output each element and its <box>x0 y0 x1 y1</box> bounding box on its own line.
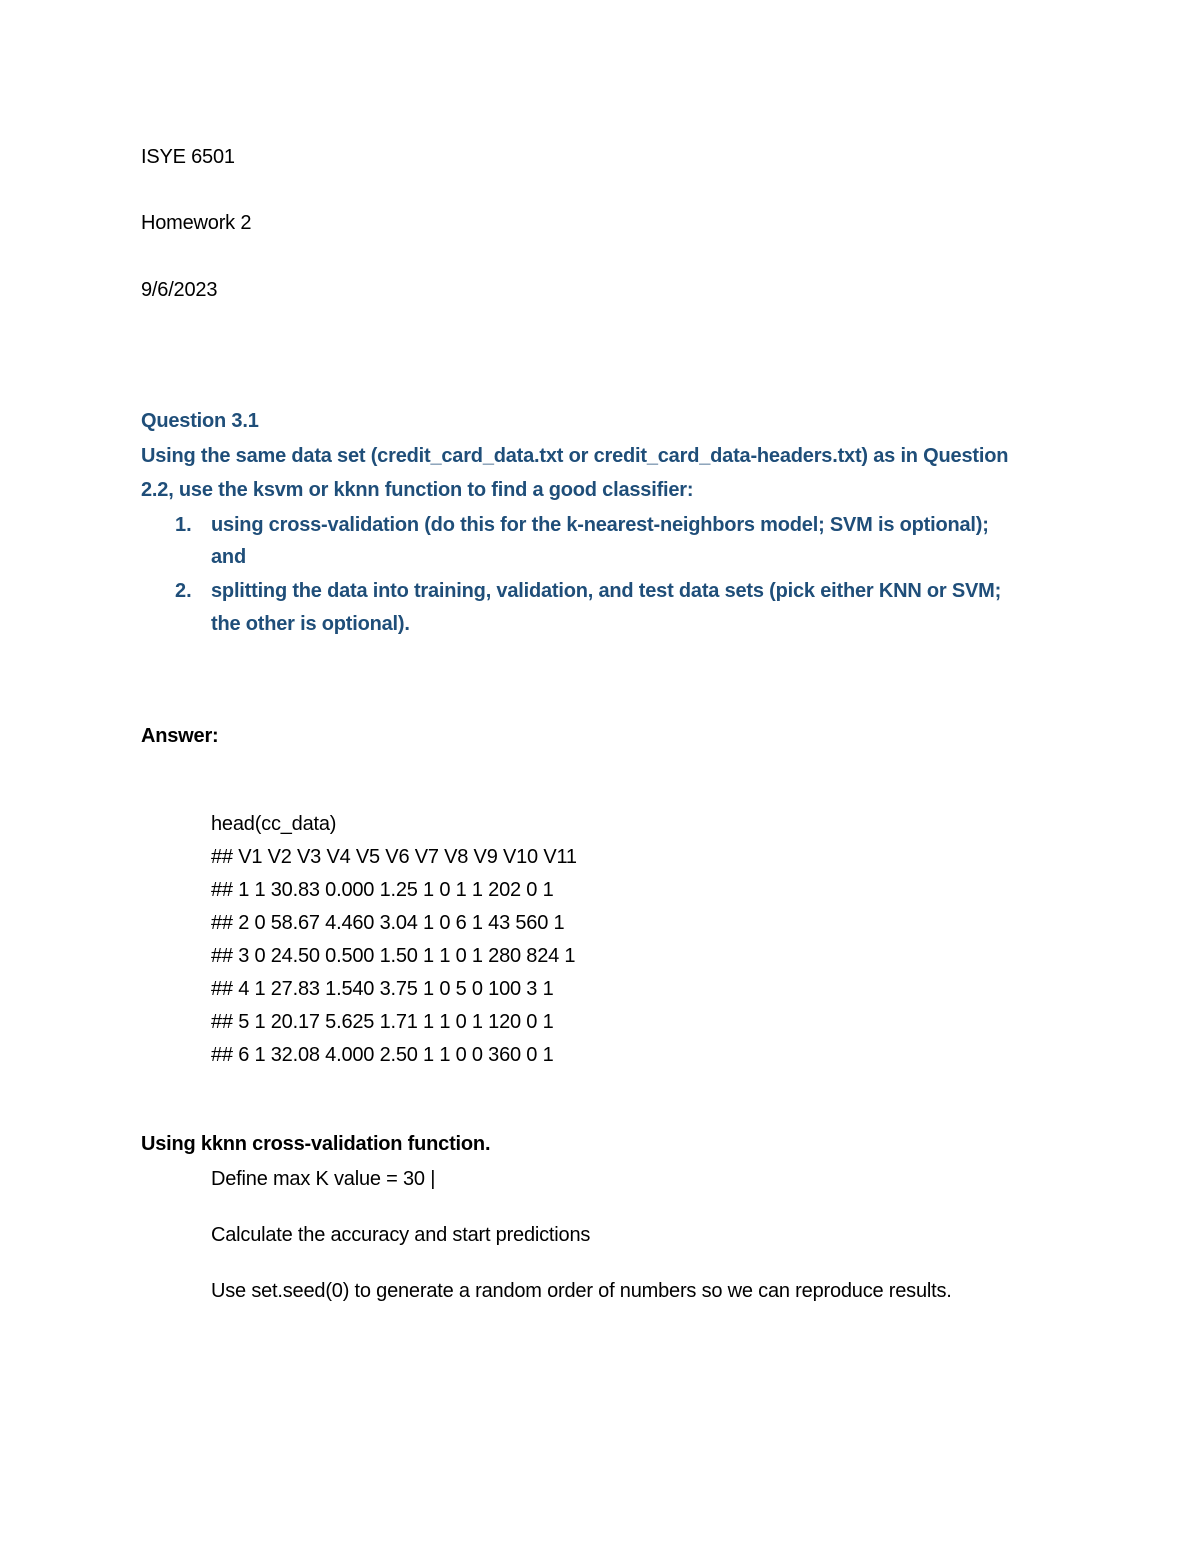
kknn-section-heading: Using kknn cross-validation function. <box>141 1133 491 1155</box>
max-k-line: Define max K value = 30 | <box>211 1168 436 1190</box>
question-prompt-line-1: Using the same data set (credit_card_data.txt or credit_card_data-headers.txt) as in Question <box>141 445 1009 467</box>
code-line: ## 1 1 30.83 0.000 1.25 1 0 1 1 202 0 1 <box>211 879 554 901</box>
list-item-number: 2. <box>175 580 192 602</box>
list-item-text-line-2: and <box>211 546 246 568</box>
code-line: ## 6 1 32.08 4.000 2.50 1 1 0 0 360 0 1 <box>211 1044 554 1066</box>
answer-label: Answer: <box>141 725 219 747</box>
list-item-text-line-1: using cross-validation (do this for the k-nearest-neighbors model; SVM is optional); <box>211 514 989 536</box>
seed-line: Use set.seed(0) to generate a random order of numbers so we can reproduce results. <box>211 1280 952 1302</box>
code-line: ## 2 0 58.67 4.460 3.04 1 0 6 1 43 560 1 <box>211 912 565 934</box>
question-prompt-line-2: 2.2, use the ksvm or kknn function to find a good classifier: <box>141 479 694 501</box>
list-item-text-line-1: splitting the data into training, validation, and test data sets (pick either KNN or SVM; <box>211 580 1002 602</box>
question-title: Question 3.1 <box>141 410 259 432</box>
document-date: 9/6/2023 <box>141 279 218 301</box>
assignment-title: Homework 2 <box>141 212 252 234</box>
list-item-number: 1. <box>175 514 192 536</box>
course-title: ISYE 6501 <box>141 146 235 168</box>
code-line: ## 5 1 20.17 5.625 1.71 1 1 0 1 120 0 1 <box>211 1011 554 1033</box>
code-line: ## V1 V2 V3 V4 V5 V6 V7 V8 V9 V10 V11 <box>211 846 577 868</box>
code-line: head(cc_data) <box>211 813 337 835</box>
accuracy-line: Calculate the accuracy and start predictions <box>211 1224 591 1246</box>
list-item-text-line-2: the other is optional). <box>211 613 410 635</box>
code-line: ## 4 1 27.83 1.540 3.75 1 0 5 0 100 3 1 <box>211 978 554 1000</box>
code-line: ## 3 0 24.50 0.500 1.50 1 1 0 1 280 824 1 <box>211 945 576 967</box>
